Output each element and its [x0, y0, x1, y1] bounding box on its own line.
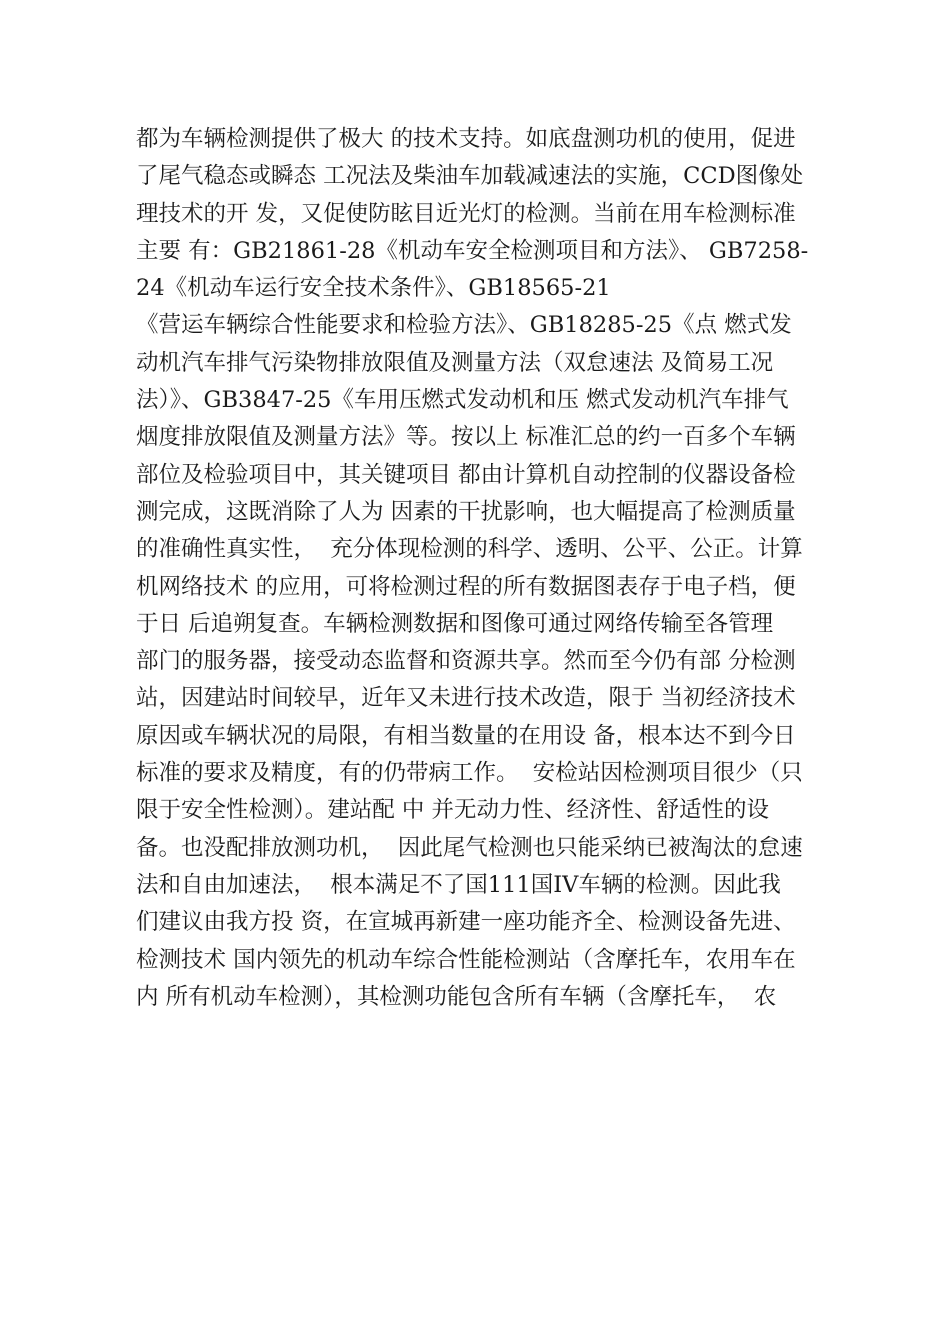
text-line-22: 们建议由我方投 资，在宣城再新建一座功能齐全、检测设备先进、 [136, 909, 796, 936]
text-line-3: 理技术的开 发，又促使防眩目近光灯的检测。当前在用车检测标准 [136, 200, 796, 227]
body-paragraph [136, 121, 836, 1016]
text-line-9: 烟度排放限值及测量方法》等。按以上 标准汇总的约一百多个车辆 [136, 424, 796, 451]
text-line-20: 备。也没配排放测功机， 因此尾气检测也只能采纳已被淘汰的怠速 [136, 834, 803, 861]
text-line-6: 《营运车辆综合性能要求和检验方法》、GB18285-25《点 燃式发 [136, 312, 792, 339]
text-line-18: 标准的要求及精度，有的仍带病工作。 安检站因检测项目很少（只 [136, 760, 803, 787]
text-line-24: 内 所有机动车检测），其检测功能包含所有车辆（含摩托车， 农 [136, 983, 777, 1010]
text-line-23: 检测技术 国内领先的机动车综合性能检测站（含摩托车，农用车在 [136, 946, 796, 973]
text-line-21: 法和自由加速法， 根本满足不了国111国IV车辆的检测。因此我 [136, 871, 781, 898]
text-line-17: 原因或车辆状况的局限，有相当数量的在用设 备，根本达不到今日 [136, 722, 796, 749]
text-line-13: 机网络技术 的应用，可将检测过程的所有数据图表存于电子档，便 [136, 573, 796, 600]
text-line-4: 主要 有：GB21861-28《机动车安全检测项目和方法》、 GB7258- [136, 237, 809, 264]
text-line-14: 于日 后追朔复查。车辆检测数据和图像可通过网络传输至各管理 [136, 610, 774, 637]
text-line-7: 动机汽车排气污染物排放限值及测量方法（双怠速法 及简易工况 [136, 349, 774, 376]
text-line-12: 的准确性真实性， 充分体现检测的科学、透明、公平、公正。计算 [136, 536, 803, 563]
text-line-1: 都为车辆检测提供了极大 的技术支持。如底盘测功机的使用，促进 [136, 126, 796, 152]
text-line-10: 部位及检验项目中，其关键项目 都由计算机自动控制的仪器设备检 [136, 461, 796, 488]
text-line-19: 限于安全性检测）。建站配 中 并无动力性、经济性、舒适性的设 [136, 797, 770, 824]
text-line-11: 测完成，这既消除了人为 因素的干扰影响，也大幅提高了检测质量 [136, 498, 796, 525]
text-line-2: 了尾气稳态或瞬态 工况法及柴油车加载减速法的实施，CCD图像处 [136, 163, 804, 190]
text-line-5: 24《机动车运行安全技术条件》、GB18565-21 [136, 275, 611, 302]
text-line-8: 法）》、GB3847-25《车用压燃式发动机和压 燃式发动机汽车排气 [136, 387, 789, 414]
text-line-16: 站，因建站时间较早，近年又未进行技术改造，限于 当初经济技术 [136, 685, 796, 712]
text-line-15: 部门的服务器，接受动态监督和资源共享。然而至今仍有部 分检测 [136, 648, 796, 675]
